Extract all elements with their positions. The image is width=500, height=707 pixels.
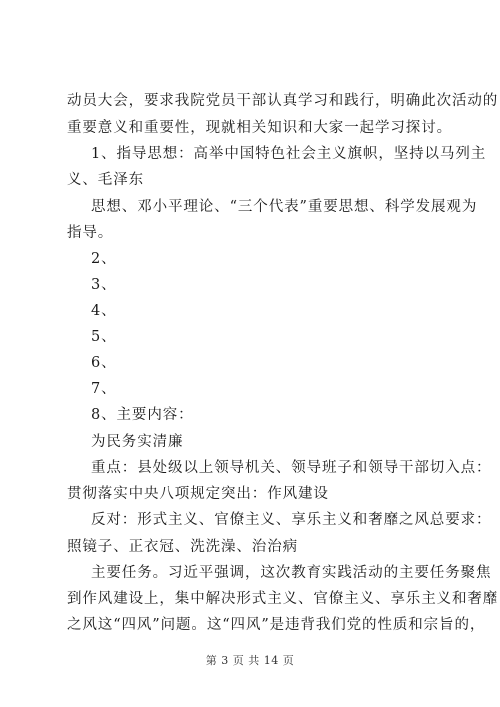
paragraph-line: 指导。	[67, 225, 114, 241]
paragraph-line: 为民务实清廉	[91, 434, 184, 450]
paragraph-line: 主要任务。习近平强调，这次教育实践活动的主要任务聚焦	[91, 565, 492, 581]
paragraph-line: 1、指导思想：高举中国特色社会主义旗帜，坚持以马列主	[91, 146, 487, 162]
list-item: 7、	[91, 381, 117, 397]
list-item: 2、	[91, 251, 117, 267]
page-footer: 第 3 页 共 14 页	[205, 654, 295, 667]
paragraph-line: 义、毛泽东	[67, 172, 144, 188]
paragraph-line: 到作风建设上，集中解决形式主义、官僚主义、享乐主义和奢靡	[67, 591, 499, 607]
paragraph-line: 照镜子、正衣冠、洗洗澡、治治病	[67, 539, 298, 555]
paragraph-line: 反对：形式主义、官僚主义、享乐主义和奢靡之风总要求：	[91, 512, 492, 528]
list-item: 4、	[91, 303, 117, 319]
paragraph-line: 动员大会，要求我院党员干部认真学习和践行，明确此次活动的	[67, 93, 499, 109]
paragraph-line: 重要意义和重要性，现就相关知识和大家一起学习探讨。	[67, 120, 452, 136]
list-item: 3、	[91, 277, 117, 293]
paragraph-line: 重点：县处级以上领导机关、领导班子和领导干部切入点：	[91, 460, 492, 476]
list-item: 6、	[91, 355, 117, 371]
list-item: 5、	[91, 329, 117, 345]
paragraph-line: 思想、邓小平理论、“三个代表”重要思想、科学发展观为	[91, 199, 478, 215]
paragraph-line: 贯彻落实中央八项规定突出：作风建设	[67, 486, 329, 502]
list-item: 8、主要内容：	[91, 407, 194, 423]
paragraph-line: 之风这“四风”问题。这“四风”是违背我们党的性质和宗旨的，	[67, 617, 486, 633]
